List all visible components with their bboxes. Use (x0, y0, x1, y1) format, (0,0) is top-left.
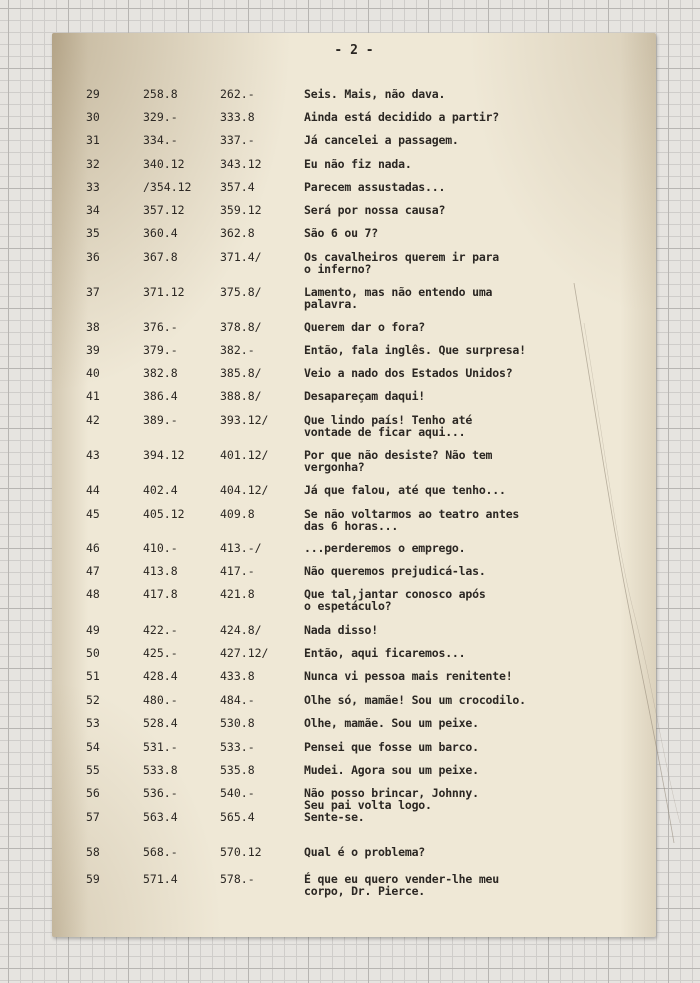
timecode-out: 409.8 (220, 507, 255, 521)
timecode-in: 405.12 (143, 507, 185, 521)
timecode-out: 424.8/ (220, 623, 262, 637)
timecode-out: 343.12 (220, 157, 262, 171)
subtitle-text: Já que falou, até que tenho... (304, 483, 506, 497)
timecode-in: 533.8 (143, 763, 178, 777)
timecode-in: 417.8 (143, 587, 178, 601)
timecode-in: 389.- (143, 413, 178, 427)
subtitle-text: Que tal,jantar conosco após o espetáculo? (304, 587, 486, 613)
timecode-out: 371.4/ (220, 250, 262, 264)
row-number: 59 (86, 872, 100, 886)
timecode-out: 417.- (220, 564, 255, 578)
row-number: 52 (86, 693, 100, 707)
row-number: 38 (86, 320, 100, 334)
timecode-out: 578.- (220, 872, 255, 886)
row-number: 40 (86, 366, 100, 380)
row-number: 44 (86, 483, 100, 497)
subtitle-text: Veio a nado dos Estados Unidos? (304, 366, 513, 380)
timecode-out: 433.8 (220, 669, 255, 683)
timecode-out: 333.8 (220, 110, 255, 124)
subtitle-text: Pensei que fosse um barco. (304, 740, 479, 754)
subtitle-text: Então, fala inglês. Que surpresa! (304, 343, 526, 357)
timecode-in: 425.- (143, 646, 178, 660)
row-number: 32 (86, 157, 100, 171)
timecode-out: 570.12 (220, 845, 262, 859)
row-number: 39 (86, 343, 100, 357)
subtitle-text: Nada disso! (304, 623, 378, 637)
row-number: 42 (86, 413, 100, 427)
subtitle-text: Parecem assustadas... (304, 180, 446, 194)
subtitle-text: Sente-se. (304, 810, 365, 824)
row-number: 46 (86, 541, 100, 555)
timecode-in: 422.- (143, 623, 178, 637)
subtitle-text: Por que não desiste? Não tem vergonha? (304, 448, 493, 474)
row-number: 54 (86, 740, 100, 754)
timecode-in: 258.8 (143, 87, 178, 101)
subtitle-text: Qual é o problema? (304, 845, 426, 859)
timecode-in: 367.8 (143, 250, 178, 264)
row-number: 58 (86, 845, 100, 859)
subtitle-text: Eu não fiz nada. (304, 157, 412, 171)
subtitle-text: São 6 ou 7? (304, 226, 378, 240)
timecode-out: 359.12 (220, 203, 262, 217)
subtitle-text: Será por nossa causa? (304, 203, 446, 217)
timecode-in: 376.- (143, 320, 178, 334)
timecode-in: 563.4 (143, 810, 178, 824)
timecode-in: 334.- (143, 133, 178, 147)
timecode-in: 394.12 (143, 448, 185, 462)
row-number: 49 (86, 623, 100, 637)
timecode-out: 413.-/ (220, 541, 262, 555)
timecode-out: 530.8 (220, 716, 255, 730)
row-number: 37 (86, 285, 100, 299)
timecode-out: 484.- (220, 693, 255, 707)
timecode-out: 540.- (220, 786, 255, 800)
timecode-out: 427.12/ (220, 646, 269, 660)
timecode-in: 428.4 (143, 669, 178, 683)
subtitle-text: Nunca vi pessoa mais renitente! (304, 669, 513, 683)
row-number: 56 (86, 786, 100, 800)
timecode-in: 571.4 (143, 872, 178, 886)
row-number: 41 (86, 389, 100, 403)
timecode-out: 378.8/ (220, 320, 262, 334)
subtitle-text: ...perderemos o emprego. (304, 541, 466, 555)
subtitle-text: Se não voltarmos ao teatro antes das 6 horas... (304, 507, 520, 533)
timecode-out: 375.8/ (220, 285, 262, 299)
timecode-in: 568.- (143, 845, 178, 859)
timecode-out: 357.4 (220, 180, 255, 194)
timecode-out: 535.8 (220, 763, 255, 777)
timecode-in: 480.- (143, 693, 178, 707)
timecode-out: 337.- (220, 133, 255, 147)
timecode-out: 565.4 (220, 810, 255, 824)
row-number: 51 (86, 669, 100, 683)
subtitle-text: Não posso brincar, Johnny. Seu pai volta logo. (304, 786, 479, 812)
subtitle-text: Ainda está decidido a partir? (304, 110, 499, 124)
subtitle-text: Então, aqui ficaremos... (304, 646, 466, 660)
subtitle-text: Que lindo país! Tenho até vontade de ficar aqui... (304, 413, 473, 439)
timecode-out: 262.- (220, 87, 255, 101)
row-number: 30 (86, 110, 100, 124)
row-number: 34 (86, 203, 100, 217)
timecode-in: 536.- (143, 786, 178, 800)
timecode-in: 531.- (143, 740, 178, 754)
row-number: 29 (86, 87, 100, 101)
timecode-in: 382.8 (143, 366, 178, 380)
subtitle-text: Olhe só, mamãe! Sou um crocodilo. (304, 693, 526, 707)
timecode-out: 382.- (220, 343, 255, 357)
timecode-in: 413.8 (143, 564, 178, 578)
timecode-in: 371.12 (143, 285, 185, 299)
subtitle-text: É que eu quero vender-lhe meu corpo, Dr. Pierce. (304, 872, 499, 898)
subtitle-text: Mudei. Agora sou um peixe. (304, 763, 479, 777)
row-number: 50 (86, 646, 100, 660)
timecode-in: 410.- (143, 541, 178, 555)
subtitle-text: Seis. Mais, não dava. (304, 87, 446, 101)
row-number: 53 (86, 716, 100, 730)
timecode-out: 393.12/ (220, 413, 269, 427)
timecode-in: 357.12 (143, 203, 185, 217)
paper-crease (564, 283, 684, 843)
timecode-out: 362.8 (220, 226, 255, 240)
row-number: 31 (86, 133, 100, 147)
timecode-in: 528.4 (143, 716, 178, 730)
timecode-out: 385.8/ (220, 366, 262, 380)
timecode-in: 329.- (143, 110, 178, 124)
timecode-out: 401.12/ (220, 448, 269, 462)
timecode-in: 379.- (143, 343, 178, 357)
timecode-out: 421.8 (220, 587, 255, 601)
timecode-in: 386.4 (143, 389, 178, 403)
timecode-in: 360.4 (143, 226, 178, 240)
timecode-in: 340.12 (143, 157, 185, 171)
row-number: 48 (86, 587, 100, 601)
subtitle-text: Querem dar o fora? (304, 320, 426, 334)
subtitle-text: Desapareçam daqui! (304, 389, 426, 403)
timecode-out: 388.8/ (220, 389, 262, 403)
subtitle-text: Lamento, mas não entendo uma palavra. (304, 285, 493, 311)
subtitle-text: Os cavalheiros querem ir para o inferno? (304, 250, 499, 276)
subtitle-text: Olhe, mamãe. Sou um peixe. (304, 716, 479, 730)
typed-page (52, 33, 656, 937)
row-number: 35 (86, 226, 100, 240)
page-number: - 2 - (334, 43, 374, 58)
row-number: 45 (86, 507, 100, 521)
row-number: 57 (86, 810, 100, 824)
row-number: 47 (86, 564, 100, 578)
timecode-in: 402.4 (143, 483, 178, 497)
subtitle-text: Já cancelei a passagem. (304, 133, 459, 147)
row-number: 55 (86, 763, 100, 777)
row-number: 36 (86, 250, 100, 264)
row-number: 33 (86, 180, 100, 194)
timecode-out: 404.12/ (220, 483, 269, 497)
row-number: 43 (86, 448, 100, 462)
timecode-out: 533.- (220, 740, 255, 754)
subtitle-text: Não queremos prejudicá-las. (304, 564, 486, 578)
timecode-in: /354.12 (143, 180, 192, 194)
